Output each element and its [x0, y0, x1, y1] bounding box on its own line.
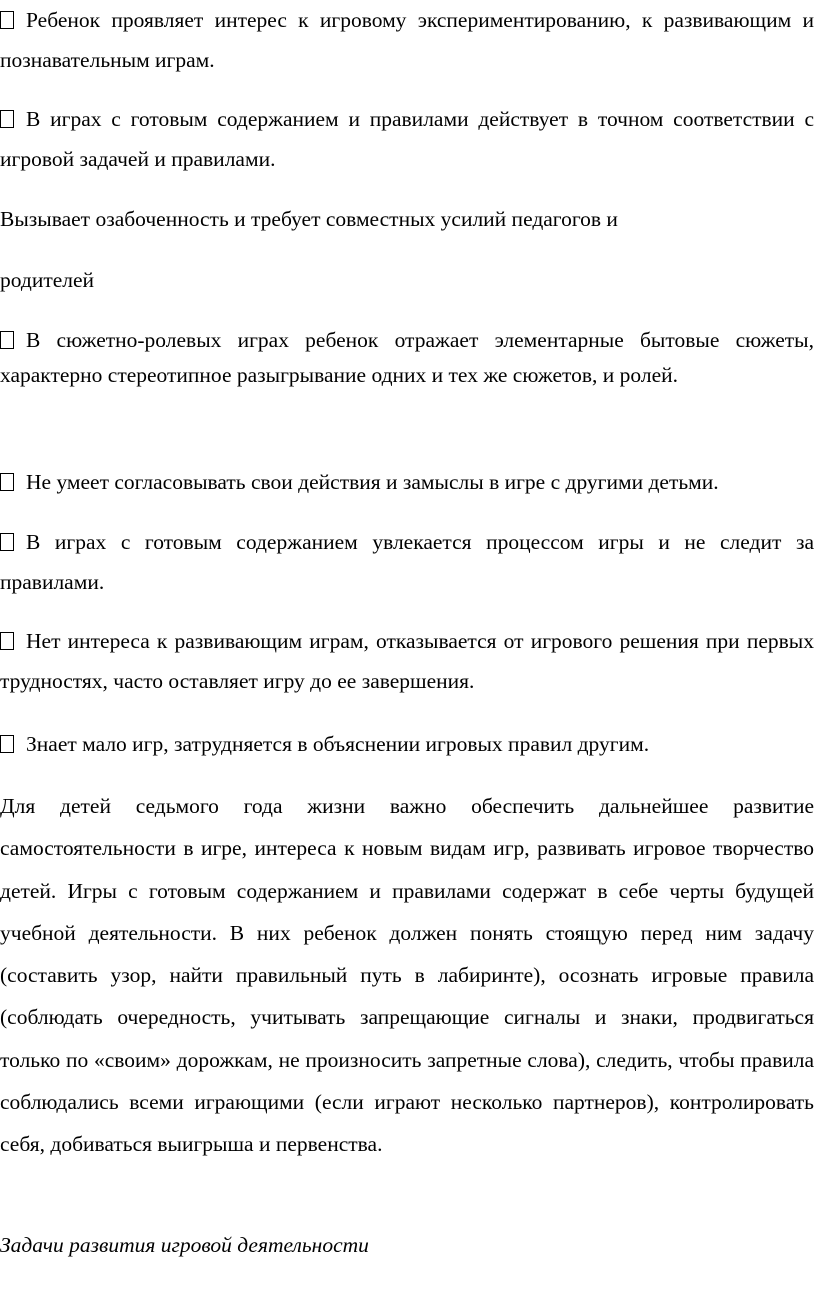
bullet-box-icon: [0, 11, 14, 29]
bullet-paragraph: [0, 724, 814, 764]
paragraph-text: Нет интереса к развивающим играм, отказывается от игрового решения при первых трудностях, часто оставляет игру до ее завершения.: [0, 629, 814, 693]
bullet-paragraph: [0, 621, 814, 701]
bullet-box-icon: [0, 735, 14, 753]
paragraph-text: Знает мало игр, затрудняется в объяснении игровых правил другим.: [26, 732, 650, 756]
paragraph: [0, 199, 814, 239]
bullet-paragraph: [0, 323, 814, 393]
paragraph-text: родителей: [0, 268, 95, 292]
bullet-box-icon: [0, 632, 14, 650]
paragraph-text: Не умеет согласовывать свои действия и замыслы в игре с другими детьми.: [26, 470, 719, 494]
section-heading: [0, 1225, 814, 1265]
paragraph-text: В играх с готовым содержанием и правилами действует в точном соответствии с игровой задачей и правилами.: [0, 107, 814, 171]
bullet-paragraph: [0, 0, 814, 80]
paragraph-text: В играх с готовым содержанием увлекается процессом игры и не следит за правилами.: [0, 530, 814, 594]
bullet-box-icon: [0, 110, 14, 128]
bullet-box-icon: [0, 533, 14, 551]
paragraph: [0, 260, 814, 300]
paragraph-text: Для детей седьмого года жизни важно обеспечить дальнейшее развитие самостоятельности в игре, интереса к новым видам игр, развивать игровое творчество детей. Игры с готовым содержанием и правилами содержат в себе черты будущей учебной деятельности. В них ребенок должен понять стоящую перед ним задачу (составить узор, найти правильный путь в лабиринте), осознать игровые правила (соблюдать очередность, учитывать запрещающие сигналы и знаки, продвигаться только по «своим» дорожкам, не произносить запретные слова), следить, чтобы правила соблюдались всеми играющими (если играют несколько партнеров), контролировать себя, добиваться выигрыша и первенства.: [0, 794, 814, 1157]
bullet-paragraph: [0, 522, 814, 602]
heading-text: Задачи развития игровой деятельности: [0, 1233, 369, 1257]
paragraph-text: В сюжетно-ролевых играх ребенок отражает элементарные бытовые сюжеты, характерно стереотипное разыгрывание одних и тех же сюжетов, и ролей.: [0, 328, 814, 387]
bullet-paragraph: [0, 99, 814, 179]
bullet-box-icon: [0, 331, 14, 349]
paragraph-text: Вызывает озабоченность и требует совместных усилий педагогов и: [0, 207, 618, 231]
bullet-paragraph: [0, 462, 814, 502]
bullet-box-icon: [0, 473, 14, 491]
body-paragraph: [0, 785, 814, 1166]
paragraph-text: Ребенок проявляет интерес к игровому экспериментированию, к развивающим и познавательным играм.: [0, 8, 814, 72]
